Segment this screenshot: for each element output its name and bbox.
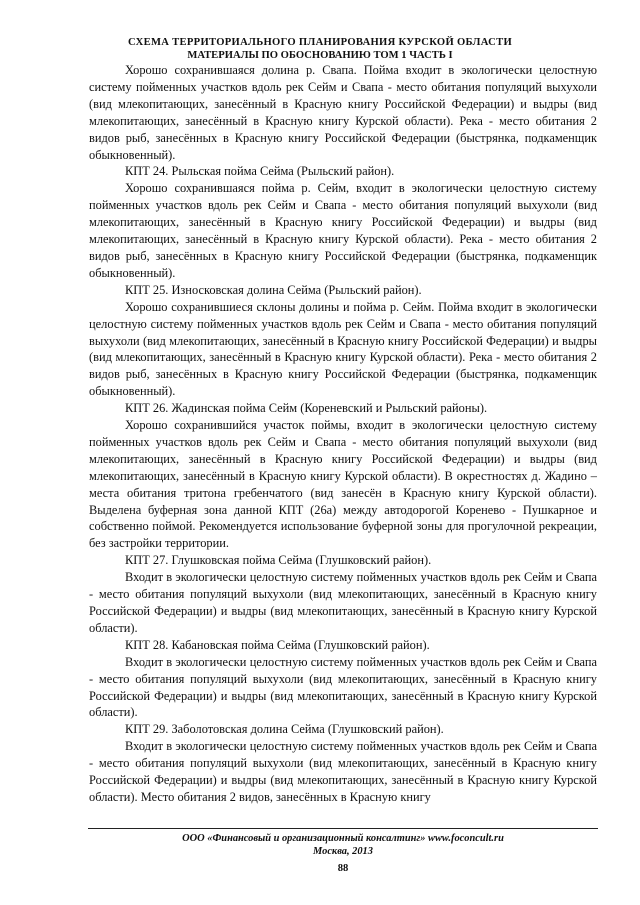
section-heading-kpt-27: КПТ 27. Глушковская пойма Сейма (Глушковский район). [125,553,432,568]
footer-city-year: Москва, 2013 [313,846,373,857]
footer-divider [88,828,598,829]
paragraph: Хорошо сохранившийся участок поймы, входит в экологически целостную систему пойменных участков вдоль рек Сейм и Свапа - место обитания популяций выхухоли (вид млекопитающих, занесённый в Красную книгу Российской Федерации) и выдры (вид млекопитающих, занесённый в Красную книгу Курской области). В окрестностях д. Жадино – места обитания тритона гребенчатого (вид занесён в Красную книгу Курской области). Выделена буферная зона данной КПТ (26а) между автодорогой Коренево - Пушкарное и собственно поймой. Рекомендуется использование буферной зоны для прогулочной рекреации, без застройки территории. [89,418,597,551]
footer-company: ООО «Финансовый и организационный консалтинг» www.foconcult.ru [182,833,504,844]
header-subtitle: МАТЕРИАЛЫ ПО ОБОСНОВАНИЮ ТОМ 1 ЧАСТЬ I [187,50,453,61]
section-heading-kpt-25: КПТ 25. Износковская долина Сейма (Рыльский район). [125,282,422,297]
paragraph: Хорошо сохранившаяся долина р. Свапа. Пойма входит в экологически целостную систему пойменных участков вдоль рек Сейм и Свапа - место обитания популяций выхухоли (вид млекопитающих, занесённый в Красную книгу Российской Федерации) и выдры (вид млекопитающих, занесённый в Красную книгу Курской области). Река - место обитания 2 видов рыб, занесённых в Красную книгу Российской Федерации (быстрянка, подкаменщик обыкновенный). [89,63,597,162]
section-heading-kpt-26: КПТ 26. Жадинская пойма Сейм (Кореневский и Рыльский районы). [125,401,488,416]
document-body [89,62,597,806]
paragraph: Входит в экологически целостную систему пойменных участков вдоль рек Сейм и Свапа - место обитания популяций выхухоли (вид млекопитающих, занесённый в Красную книгу Российской Федерации) и выдры (вид млекопитающих, занесённый в Красную книгу Курской области). Место обитания 2 видов, занесённых в Красную книгу [89,739,597,804]
section-heading-kpt-28: КПТ 28. Кабановская пойма Сейма (Глушковский район). [125,637,430,652]
paragraph: Хорошо сохранившаяся пойма р. Сейм, входит в экологически целостную систему пойменных участков вдоль рек Сейм и Свапа - место обитания популяций выхухоли (вид млекопитающих, занесённый в Красную книгу Российской Федерации) и выдры (вид млекопитающих, занесённый в Красную книгу Курской области). Река - место обитания 2 видов рыб, занесённых в Красную книгу Российской Федерации (быстрянка, подкаменщик обыкновенный). [89,181,597,280]
header-title: СХЕМА ТЕРРИТОРИАЛЬНОГО ПЛАНИРОВАНИЯ КУРСКОЙ ОБЛАСТИ [127,37,512,48]
page-number: 88 [337,863,349,874]
section-heading-kpt-24: КПТ 24. Рыльская пойма Сейма (Рыльский район). [125,164,395,179]
section-heading-kpt-29: КПТ 29. Заболотовская долина Сейма (Глушковский район). [125,722,444,737]
paragraph: Входит в экологически целостную систему пойменных участков вдоль рек Сейм и Свапа - место обитания популяций выхухоли (вид млекопитающих, занесённый в Красную книгу Российской Федерации) и выдры (вид млекопитающих, занесённый в Красную книгу Курской области). [89,570,597,635]
paragraph: Входит в экологически целостную систему пойменных участков вдоль рек Сейм и Свапа - место обитания популяций выхухоли (вид млекопитающих, занесённый в Красную книгу Российской Федерации) и выдры (вид млекопитающих, занесённый в Красную книгу Курской области). [89,654,597,720]
paragraph: Хорошо сохранившиеся склоны долины и пойма р. Сейм. Пойма входит в экологически целостную систему пойменных участков вдоль рек Сейм и Свапа - место обитания популяций выхухоли (вид млекопитающих, занесённый в Красную книгу Российской Федерации) и выдры (вид млекопитающих, занесённый в Красную книгу Курской области). Река - место обитания 2 видов рыб, занесённых в Красную книгу Российской Федерации (быстрянка, подкаменщик обыкновенный). [89,299,597,399]
